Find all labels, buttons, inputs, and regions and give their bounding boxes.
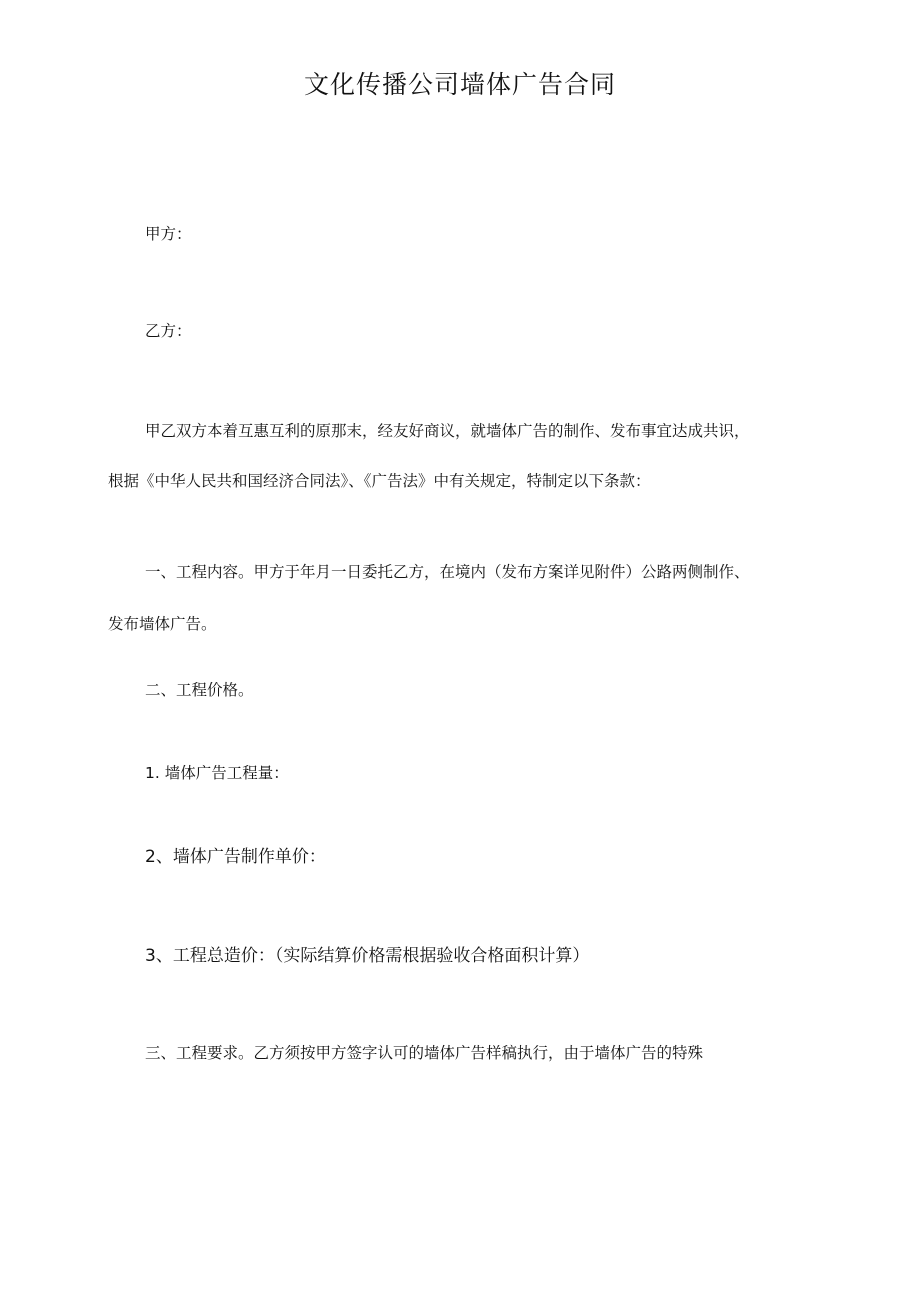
clause2-item-1: 1. 墙体广告工程量： xyxy=(145,764,289,782)
clause2-item-2: 2、墙体广告制作单价： xyxy=(145,847,326,867)
clause3-line-1: 三、工程要求。乙方须按甲方签字认可的墙体广告样稿执行，由于墙体广告的特殊 xyxy=(145,1044,704,1062)
clause1-line-2: 发布墙体广告。 xyxy=(108,615,217,633)
document-title: 文化传播公司墙体广告合同 xyxy=(303,70,616,99)
preamble-line-2: 根据《中华人民共和国经济合同法》、《广告法》中有关规定，特制定以下条款： xyxy=(108,472,651,490)
preamble-line-1: 甲乙双方本着互惠互利的原那末，经友好商议，就墙体广告的制作、发布事宜达成共识， xyxy=(145,422,750,440)
party-a-label: 甲方： xyxy=(145,225,192,243)
clause2-item-3: 3、工程总造价：（实际结算价格需根据验收合格面积计算） xyxy=(145,946,590,966)
clause2-heading: 二、工程价格。 xyxy=(145,681,254,699)
clause1-line-1: 一、工程内容。甲方于年月一日委托乙方，在境内（发布方案详见附件）公路两侧制作、 xyxy=(145,563,750,581)
party-b-label: 乙方： xyxy=(145,322,192,340)
